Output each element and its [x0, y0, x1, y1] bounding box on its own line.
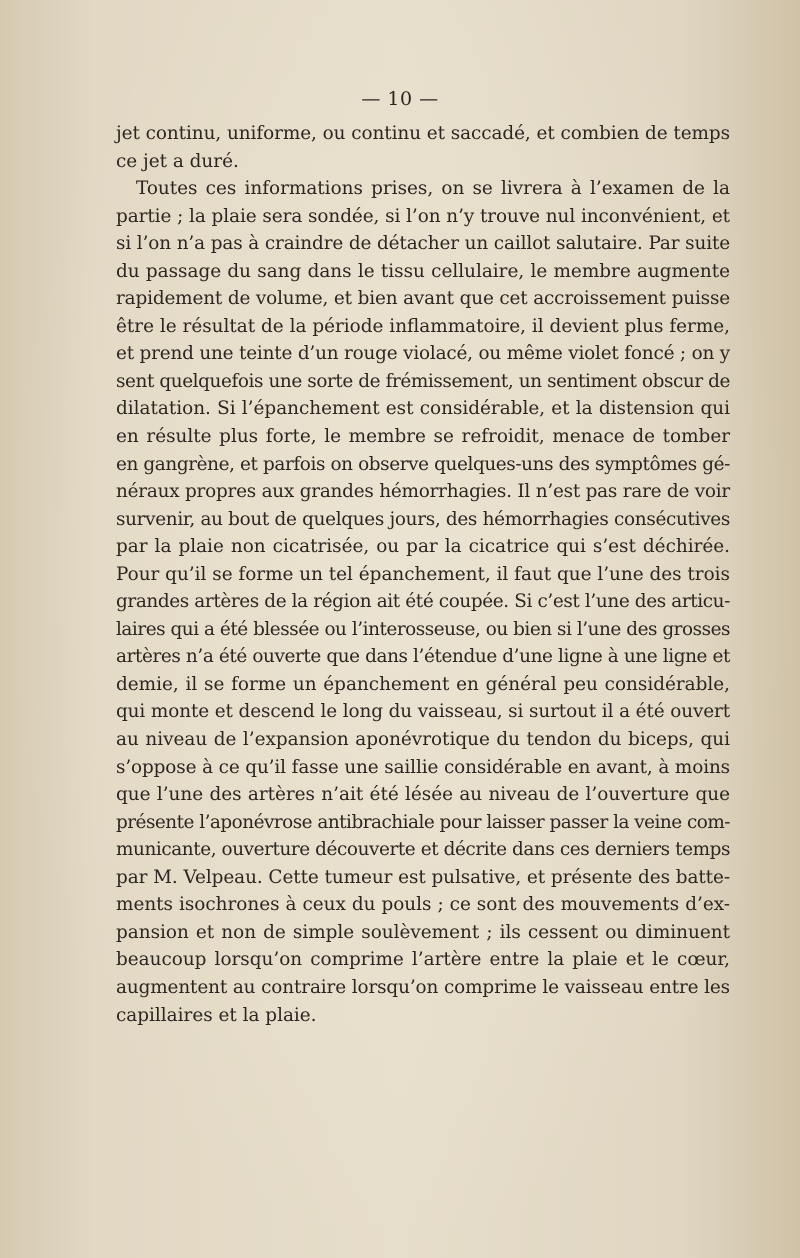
- text-line: être le résultat de la période inflammatoire, il devient plus ferme,: [116, 315, 730, 337]
- text-line: demie, il se forme un épanchement en général peu considérable,: [116, 673, 730, 695]
- text-line: partie ; la plaie sera sondée, si l’on n’y trouve nul inconvénient, et: [116, 205, 730, 227]
- text-line: augmentent au contraire lorsqu’on comprime le vaisseau entre les: [116, 976, 730, 998]
- text-line: Toutes ces informations prises, on se livrera à l’examen de la: [136, 178, 730, 200]
- text-line: si l’on n’a pas à craindre de détacher un caillot salutaire. Par suite: [116, 233, 730, 255]
- text-line: ce jet a duré.: [116, 150, 239, 172]
- text-line: artères n’a été ouverte que dans l’étendue d’une ligne à une ligne et: [116, 646, 730, 668]
- text-line: sent quelquefois une sorte de frémissement, un sentiment obscur de: [116, 370, 730, 392]
- text-line: rapidement de volume, et bien avant que cet accroissement puisse: [116, 288, 730, 310]
- text-line: pansion et non de simple soulèvement ; ils cessent ou diminuent: [116, 921, 730, 943]
- text-line: capillaires et la plaie.: [116, 1004, 317, 1026]
- body-text: [116, 120, 730, 1029]
- text-line: du passage du sang dans le tissu cellulaire, le membre augmente: [116, 260, 730, 282]
- text-line: municante, ouverture découverte et décrite dans ces derniers temps: [116, 839, 730, 861]
- text-line: en gangrène, et parfois on observe quelques-uns des symptômes gé-: [116, 453, 730, 475]
- text-line: qui monte et descend le long du vaisseau, si surtout il a été ouvert: [116, 701, 730, 723]
- text-line: et prend une teinte d’un rouge violacé, ou même violet foncé ; on y: [116, 343, 730, 365]
- text-line: par M. Velpeau. Cette tumeur est pulsative, et présente des batte-: [116, 866, 730, 888]
- text-line: beaucoup lorsqu’on comprime l’artère entre la plaie et le cœur,: [116, 949, 730, 971]
- text-line: en résulte plus forte, le membre se refroidit, menace de tomber: [116, 426, 730, 448]
- text-line: Pour qu’il se forme un tel épanchement, il faut que l’une des trois: [116, 563, 730, 585]
- text-line: au niveau de l’expansion aponévrotique du tendon du biceps, qui: [116, 729, 730, 751]
- text-line: grandes artères de la région ait été coupée. Si c’est l’une des articu-: [116, 591, 730, 613]
- text-line: jet continu, uniforme, ou continu et saccadé, et combien de temps: [116, 123, 730, 144]
- text-line: survenir, au bout de quelques jours, des hémorrhagies consécutives: [116, 508, 730, 530]
- text-line: par la plaie non cicatrisée, ou par la cicatrice qui s’est déchirée.: [116, 536, 730, 558]
- page-number: — 10 —: [361, 88, 439, 110]
- text-line: que l’une des artères n’ait été lésée au niveau de l’ouverture que: [116, 784, 730, 806]
- text-line: dilatation. Si l’épanchement est considérable, et la distension qui: [116, 398, 730, 420]
- text-line: présente l’aponévrose antibrachiale pour laisser passer la veine com-: [116, 811, 731, 833]
- text-line: laires qui a été blessée ou l’interosseuse, ou bien si l’une des grosses: [116, 618, 730, 640]
- text-line: néraux propres aux grandes hémorrhagies. Il n’est pas rare de voir: [116, 481, 730, 503]
- text-line: ments isochrones à ceux du pouls ; ce sont des mouvements d’ex-: [116, 894, 730, 916]
- text-line: s’oppose à ce qu’il fasse une saillie considérable en avant, à moins: [116, 756, 730, 778]
